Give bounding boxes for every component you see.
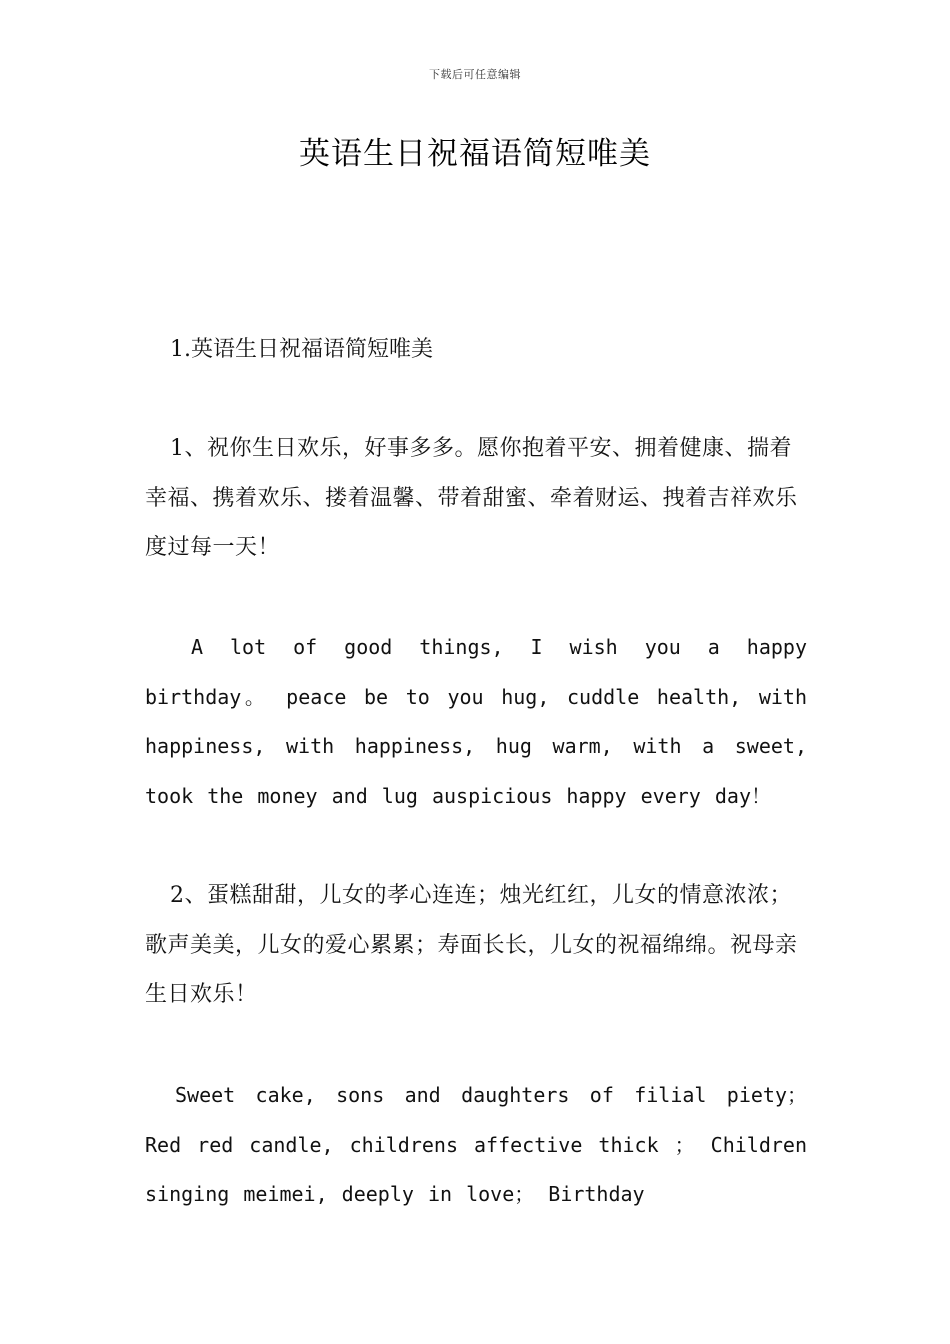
header-note: 下载后可任意编辑 bbox=[429, 68, 521, 81]
paragraph-english-2: Sweet cake, sons and daughters of filial piety； Red red candle, childrens affective thick ； Children singing meimei, deeply in love； Birthday bbox=[145, 1083, 807, 1207]
paragraph-chinese-1: 1、祝你生日欢乐，好事多多。愿你抱着平安、拥着健康、揣着幸福、携着欢乐、搂着温馨、带着甜蜜、牵着财运、拽着吉祥欢乐度过每一天！ bbox=[145, 436, 798, 561]
section-heading: 1.英语生日祝福语简短唯美 bbox=[170, 337, 433, 362]
paragraph-english-1: A lot of good things, I wish you a happy birthday。 peace be to you hug, cuddle health, with happiness, with happiness, hug warm, with a sweet, took the money and lug auspicious happy every day！ bbox=[145, 635, 807, 808]
document-title: 英语生日祝福语简短唯美 bbox=[299, 136, 651, 172]
paragraph-chinese-2: 2、蛋糕甜甜，儿女的孝心连连；烛光红红，儿女的情意浓浓；歌声美美，儿女的爱心累累；寿面长长，儿女的祝福绵绵。祝母亲生日欢乐！ bbox=[145, 883, 798, 1008]
